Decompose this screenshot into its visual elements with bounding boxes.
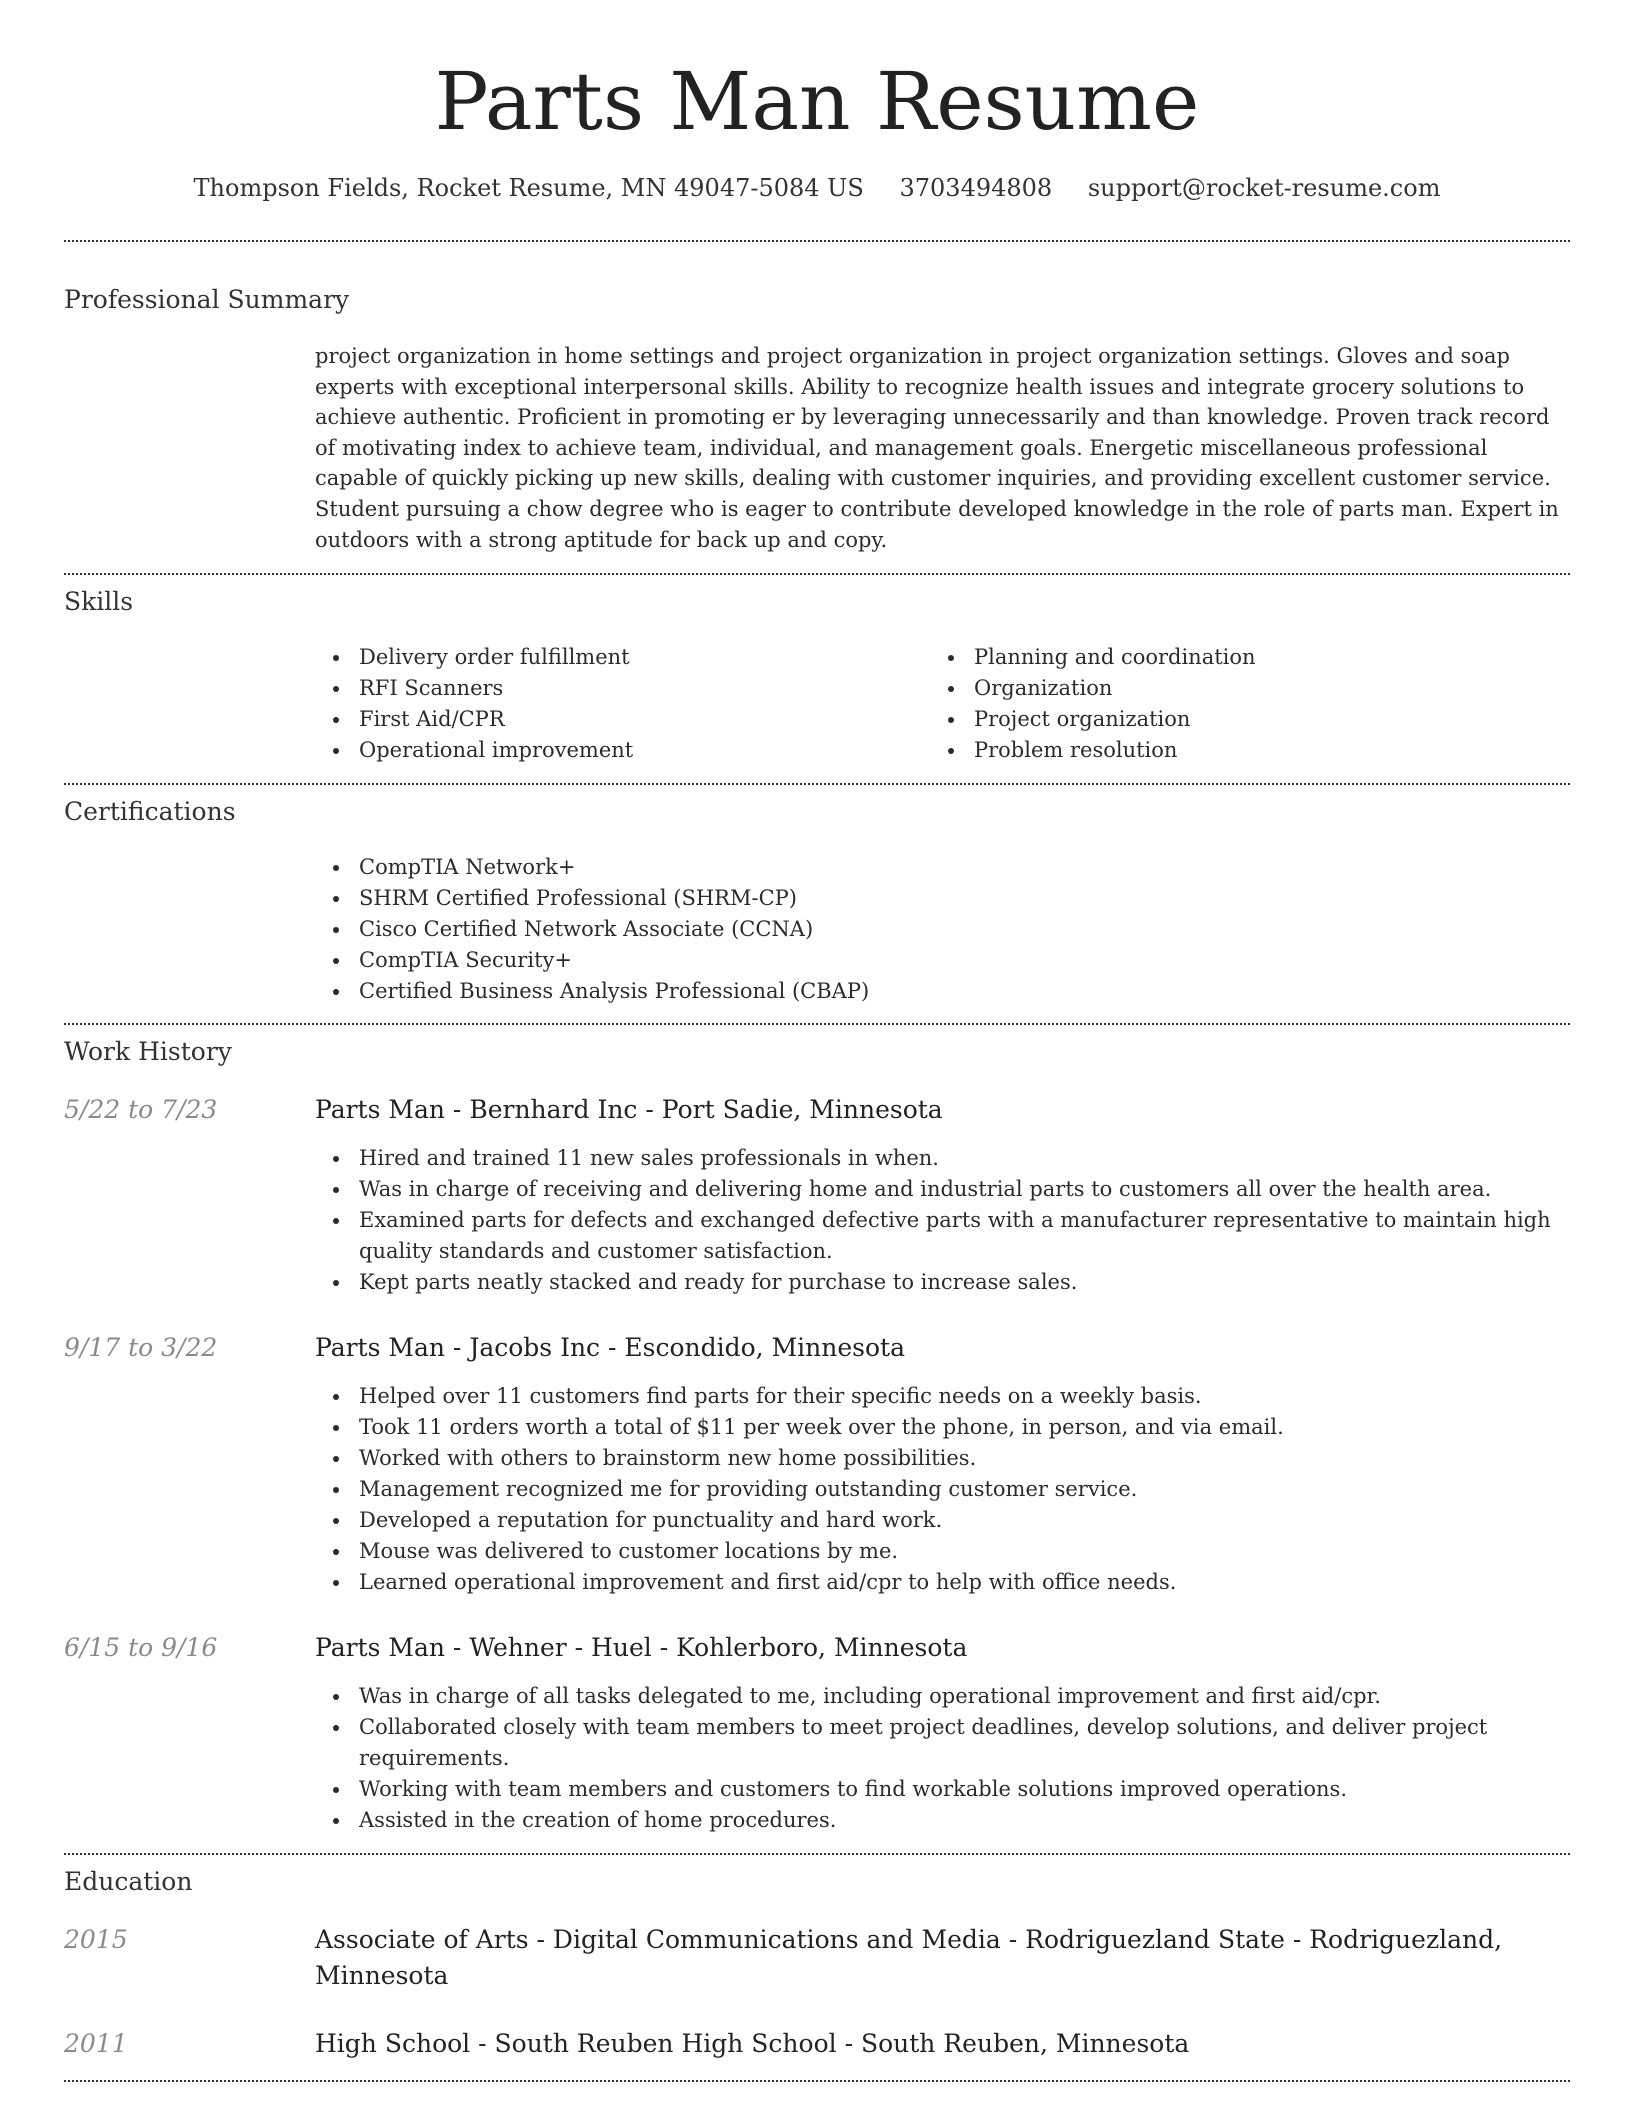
job-dates: 6/15 to 9/16 (64, 1633, 218, 1662)
divider (64, 240, 1570, 242)
job-title: Parts Man - Bernhard Inc - Port Sadie, Minnesota (315, 1095, 943, 1124)
education-entry: High School - South Reuben High School - South Reuben, Minnesota (315, 2029, 1190, 2058)
list-item: Examined parts for defects and exchanged defective parts with a manufacturer representative to maintain high quality standards and customer satisfaction. (315, 1205, 1570, 1267)
list-item: Management recognized me for providing outstanding customer service. (315, 1474, 1570, 1505)
job-bullets (315, 1381, 1570, 1598)
education-year: 2011 (64, 2029, 128, 2058)
list-item: Delivery order fulfillment (315, 642, 930, 673)
list-item: Took 11 orders worth a total of $11 per week over the phone, in person, and via email. (315, 1412, 1570, 1443)
skills-column-right (930, 642, 1545, 766)
list-item: CompTIA Security+ (315, 945, 1570, 976)
list-item: First Aid/CPR (315, 704, 930, 735)
page-title: Parts Man Resume (434, 55, 1200, 148)
job-title: Parts Man - Wehner - Huel - Kohlerboro, Minnesota (315, 1633, 968, 1662)
education-entry: Associate of Arts - Digital Communications and Media - Rodriguezland State - Rodriguezland, Minnesota (315, 1925, 1503, 1990)
certifications-list (315, 852, 1570, 1007)
list-item: Was in charge of all tasks delegated to me, including operational improvement and first aid/cpr. (315, 1681, 1570, 1712)
job-title: Parts Man - Jacobs Inc - Escondido, Minnesota (315, 1333, 906, 1362)
divider (64, 783, 1570, 785)
skills-column-left (315, 642, 930, 766)
section-title-skills: Skills (64, 587, 134, 616)
contact-line (64, 172, 1570, 204)
list-item: RFI Scanners (315, 673, 930, 704)
list-item: SHRM Certified Professional (SHRM-CP) (315, 883, 1570, 914)
job-bullets (315, 1681, 1570, 1836)
list-item: Was in charge of receiving and delivering home and industrial parts to customers all over the health area. (315, 1174, 1570, 1205)
list-item: Worked with others to brainstorm new home possibilities. (315, 1443, 1570, 1474)
list-item: Problem resolution (930, 735, 1545, 766)
skills-list (315, 642, 1570, 766)
divider (64, 2080, 1570, 2082)
divider (64, 1853, 1570, 1855)
list-item: Assisted in the creation of home procedures. (315, 1805, 1570, 1836)
list-item: Working with team members and customers to find workable solutions improved operations. (315, 1774, 1570, 1805)
list-item: Certified Business Analysis Professional (CBAP) (315, 976, 1570, 1007)
job-bullets (315, 1143, 1570, 1298)
contact-email: support@rocket-resume.com (1087, 174, 1441, 202)
summary-text: project organization in home settings and project organization in project organization settings. Gloves and soap experts with exceptional interpersonal skills. Ability to recognize health issues and integrate grocery solutions to achieve authentic. Proficient in promoting er by leveraging unnecessarily and than knowledge. Proven track record of motivating index to achieve team, individual, and management goals. Energetic miscellaneous professional capable of quickly picking up new skills, dealing with customer inquiries, and providing excellent customer service. Student pursuing a chow degree who is eager to contribute developed knowledge in the role of parts man. Expert in outdoors with a strong aptitude for back up and copy. (315, 344, 1559, 552)
list-item: Cisco Certified Network Associate (CCNA) (315, 914, 1570, 945)
contact-address: Thompson Fields, Rocket Resume, MN 49047-5084 US (193, 174, 864, 202)
section-title-work-history: Work History (64, 1037, 232, 1066)
list-item: Developed a reputation for punctuality and hard work. (315, 1505, 1570, 1536)
list-item: Learned operational improvement and first aid/cpr to help with office needs. (315, 1567, 1570, 1598)
divider (64, 1023, 1570, 1025)
section-title-certifications: Certifications (64, 797, 236, 826)
divider (64, 573, 1570, 575)
list-item: Operational improvement (315, 735, 930, 766)
job-dates: 5/22 to 7/23 (64, 1095, 218, 1124)
section-title-education: Education (64, 1867, 193, 1896)
list-item: Helped over 11 customers find parts for their specific needs on a weekly basis. (315, 1381, 1570, 1412)
list-item: Collaborated closely with team members to meet project deadlines, develop solutions, and deliver project requirements. (315, 1712, 1570, 1774)
list-item: Organization (930, 673, 1545, 704)
section-title-summary: Professional Summary (64, 285, 350, 314)
job-dates: 9/17 to 3/22 (64, 1333, 218, 1362)
list-item: Planning and coordination (930, 642, 1545, 673)
education-year: 2015 (64, 1925, 128, 1954)
contact-phone: 3703494808 (899, 174, 1053, 202)
list-item: Hired and trained 11 new sales professionals in when. (315, 1143, 1570, 1174)
list-item: Mouse was delivered to customer locations by me. (315, 1536, 1570, 1567)
list-item: Project organization (930, 704, 1545, 735)
list-item: CompTIA Network+ (315, 852, 1570, 883)
list-item: Kept parts neatly stacked and ready for purchase to increase sales. (315, 1267, 1570, 1298)
